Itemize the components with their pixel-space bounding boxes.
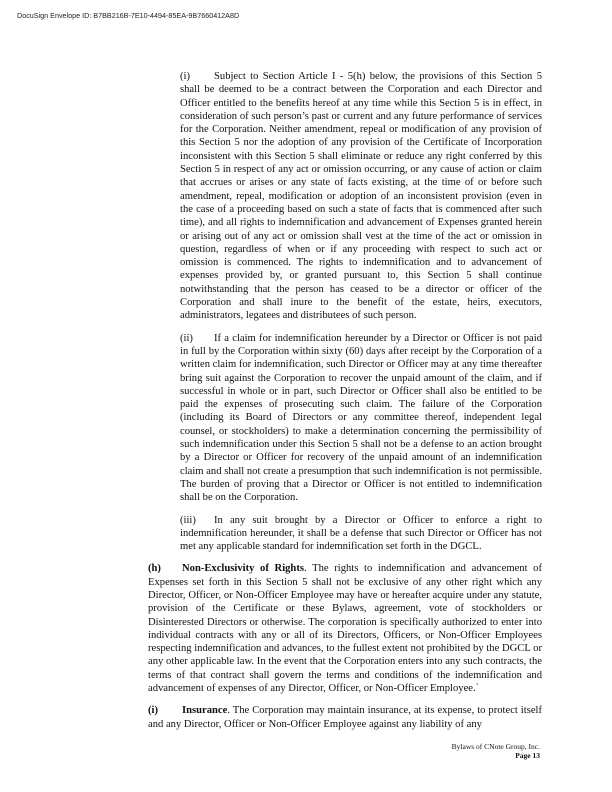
paragraph-ii — [72, 332, 542, 505]
section-title: Non-Exclusivity of Rights — [182, 563, 304, 575]
section-h-non-exclusivity — [72, 562, 542, 695]
document-body — [72, 70, 542, 740]
docusign-envelope-id: DocuSign Envelope ID: B7BB216B-7E10-4494-85EA-9B7660412A8D — [17, 11, 240, 20]
footer-doc-title: Bylaws of CNote Group, Inc. — [451, 742, 540, 751]
page-footer — [452, 742, 540, 760]
paragraph-number: (ii) — [180, 332, 193, 344]
section-i-insurance — [72, 704, 542, 731]
section-text: . The Corporation may maintain insurance, at its expense, to protect itself and any Director, Officer or Non-Officer Employee against any liability of any — [148, 705, 542, 730]
paragraph-iii — [72, 514, 542, 554]
footer-page-number: Page 13 — [515, 751, 540, 760]
paragraph-text: Subject to Section Article I - 5(h) below, the provisions of this Section 5 shall be deemed to be a contract between the Corporation and each Director and Officer entitled to the benefits hereof at any time while this Section 5 is in effect, in consideration of such person’s past or current and any future performance of services for the Corporation. Neither amendment, repeal or modification of any provision of this Section 5 nor the adoption of any provision of the Certificate of Incorporation inconsistent with this Section 5 shall eliminate or reduce any right conferred by this Section 5 in respect of any act or omission occurring, or any cause of action or claim that accrues or arises or any state of facts existing, at the time of or before such amendment, repeal, modification or adoption of an inconsistent provision (even in the case of a proceeding based on such a state of facts that is commenced after such time), and all rights to indemnification and advancement of Expenses granted herein or arising out of any act or omission shall vest at the time of the act or omission in question, regardless of when or if any proceeding with respect to such act or omission is commenced. The rights to indemnification and to advancement of expenses provided by, or granted pursuant to, this Section 5 shall continue notwithstanding that the person has ceased to be a director or officer of the Corporation and shall inure to the benefit of the estate, heirs, executors, administrators, legatees and distributees of such person. — [180, 71, 542, 322]
paragraph-text: In any suit brought by a Director or Officer to enforce a right to indemnification hereunder, it shall be a defense that such Director or Officer has not met any applicable standard for indemnification set forth in the DGCL. — [180, 514, 542, 553]
section-number: (i) — [148, 705, 158, 717]
paragraph-number: (iii) — [180, 514, 196, 526]
paragraph-i — [72, 70, 542, 323]
section-number: (h) — [148, 563, 161, 575]
paragraph-number: (i) — [180, 71, 190, 82]
section-text: . The rights to indemnification and advancement of Expenses set forth in this Section 5 shall not be exclusive of any other right which any Director, Officer, or Non-Officer Employee may have or hereafter acquire under any statute, provision of the Certificate or these Bylaws, agreement, vote of stockholders or Disinterested Directors or otherwise. The corporation is specifically authorized to enter into individual contracts with any or all of its Directors, Officers, or Non-Officer Employees respecting indemnification and advances, to the fullest extent not prohibited by the DGCL or any other applicable law. In the event that the Corporation enters into any such contracts, the terms of that contract shall govern the terms and conditions of the indemnification and advancement of expenses of any Director, Officer, or Non-Officer Employee.` — [148, 563, 542, 695]
paragraph-text: If a claim for indemnification hereunder by a Director or Officer is not paid in full by the Corporation within sixty (60) days after receipt by the Corporation of a written claim for indemnification, such Director or Officer may at any time thereafter bring suit against the Corporation to recover the unpaid amount of the claim, and if successful in whole or in part, such Director or Officer shall also be entitled to be paid the expenses of prosecuting such claim. The failure of the Corporation (including its Board of Directors or any committee thereof, independent legal counsel, or stockholders) to make a determination concerning the permissibility of such indemnification under this Section 5 shall not be a defense to an action brought by a Director or Officer for recovery of the unpaid amount of an indemnification claim and shall not create a presumption that such indemnification is not permissible. The burden of proving that a Director or Officer is not entitled to indemnification shall be on the Corporation. — [180, 332, 542, 504]
section-title: Insurance — [182, 705, 228, 717]
